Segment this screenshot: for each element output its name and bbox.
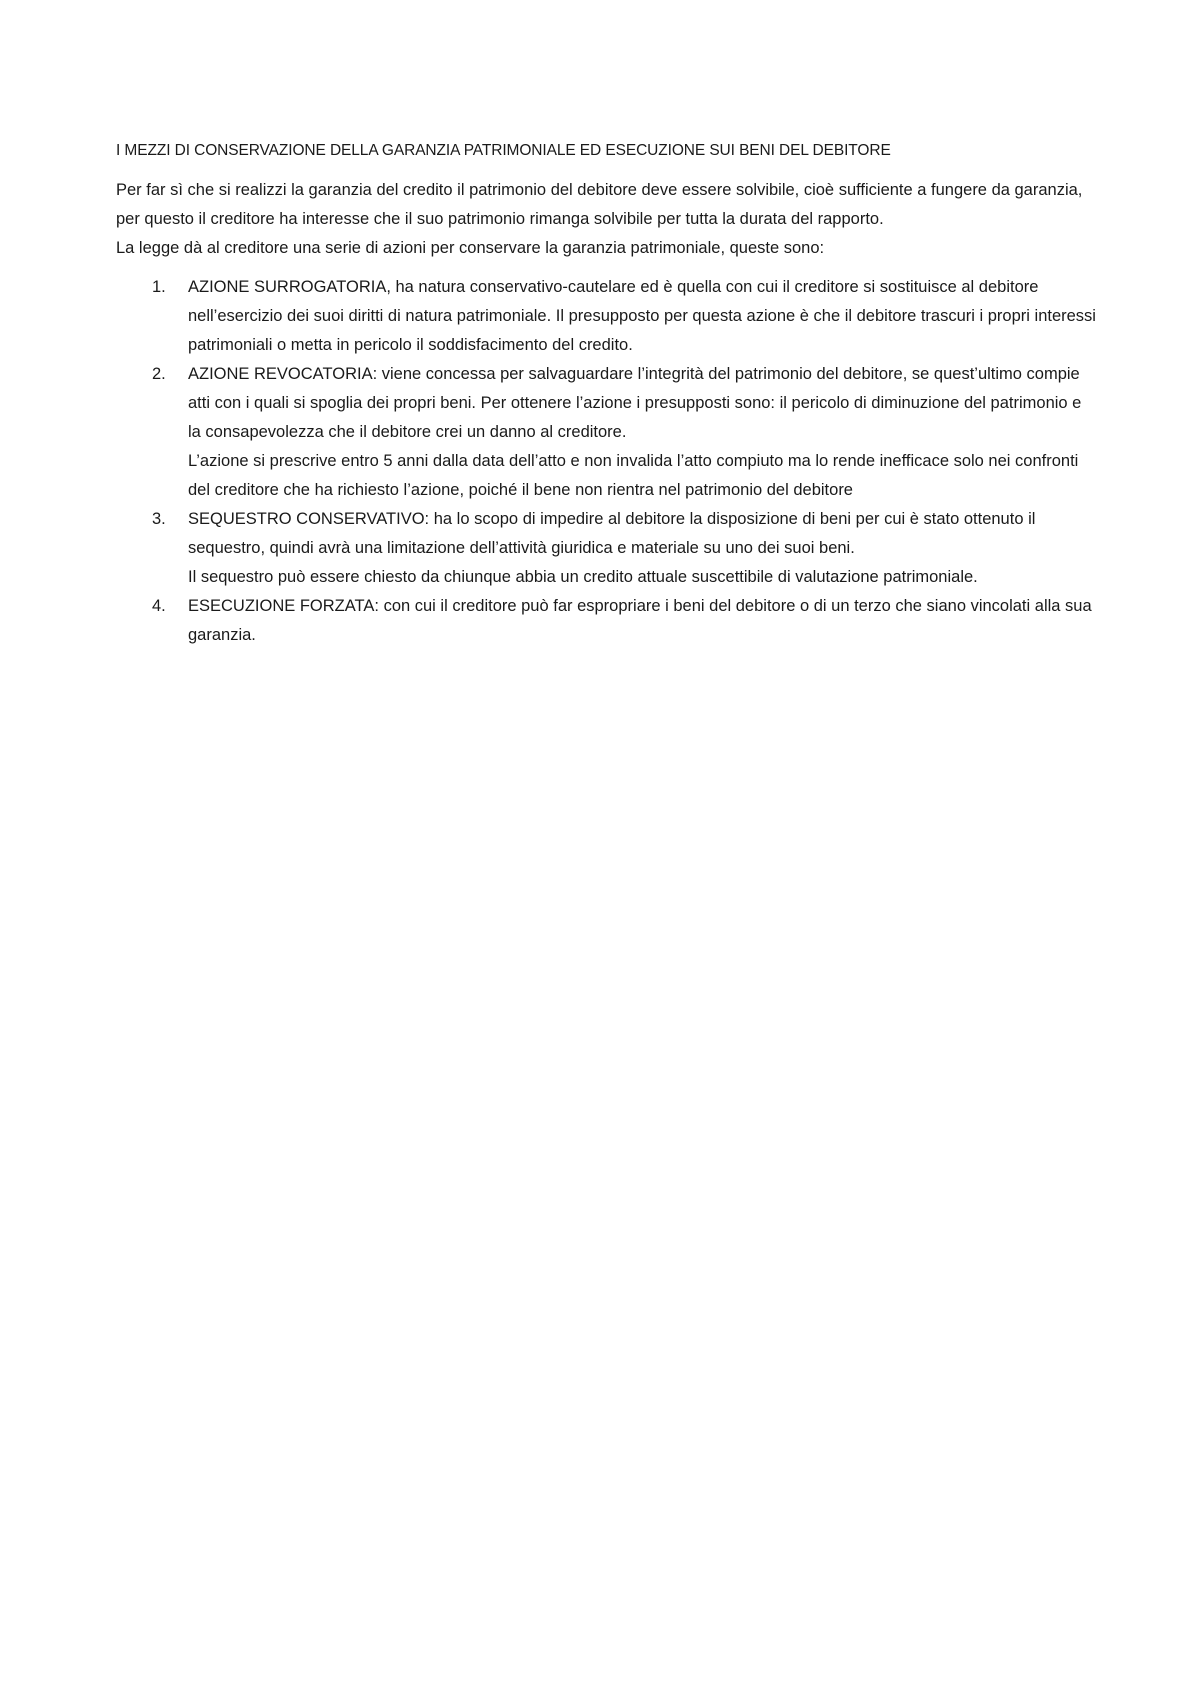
actions-list [116,273,1096,650]
list-item [116,360,1096,505]
list-item-number: 1. [152,278,166,296]
list-item [116,592,1096,650]
document-page [116,140,1096,650]
intro-paragraph: Per far sì che si realizzi la garanzia del credito il patrimonio del debitore deve essere solvibile, cioè sufficiente a fungere da garanzia, per questo il creditore ha interesse che il suo patrimonio rimanga solvibile per tutta la durata del rapporto. [116,181,1083,228]
list-item [116,273,1096,360]
list-item-number: 3. [152,510,166,528]
list-item-body [188,360,1096,505]
list-item-body [188,273,1096,360]
list-item-paragraph: AZIONE REVOCATORIA: viene concessa per salvaguardare l’integrità del patrimonio del debitore, se quest’ultimo compie atti con i quali si spoglia dei propri beni. Per ottenere l’azione i presupposti sono: il pericolo di diminuzione del patrimonio e la consapevolezza che il debitore crei un danno al creditore. [188,365,1082,441]
list-item-body [188,592,1096,650]
list-item [116,505,1096,592]
list-item-number: 2. [152,365,166,383]
lead-paragraph: La legge dà al creditore una serie di azioni per conservare la garanzia patrimoniale, queste sono: [116,239,825,257]
list-item-paragraph: Il sequestro può essere chiesto da chiunque abbia un credito attuale suscettibile di valutazione patrimoniale. [188,568,978,586]
list-item-paragraph: L’azione si prescrive entro 5 anni dalla data dell’atto e non invalida l’atto compiuto ma lo rende inefficace solo nei confronti del creditore che ha richiesto l’azione, poiché il bene non rientra nel patrimonio del debitore [188,452,1079,499]
document-title: I MEZZI DI CONSERVAZIONE DELLA GARANZIA PATRIMONIALE ED ESECUZIONE SUI BENI DEL DEBITORE [116,142,891,159]
list-item-paragraph: ESECUZIONE FORZATA: con cui il creditore può far espropriare i beni del debitore o di un terzo che siano vincolati alla sua garanzia. [188,597,1092,644]
list-item-paragraph: AZIONE SURROGATORIA, ha natura conservativo-cautelare ed è quella con cui il creditore si sostituisce al debitore nell’esercizio dei suoi diritti di natura patrimoniale. Il presupposto per questa azione è che il debitore trascuri i propri interessi patrimoniali o metta in pericolo il soddisfacimento del credito. [188,278,1096,354]
list-item-number: 4. [152,597,166,615]
list-item-body [188,505,1096,592]
list-item-paragraph: SEQUESTRO CONSERVATIVO: ha lo scopo di impedire al debitore la disposizione di beni per cui è stato ottenuto il sequestro, quindi avrà una limitazione dell’attività giuridica e materiale su uno dei suoi beni. [188,510,1036,557]
